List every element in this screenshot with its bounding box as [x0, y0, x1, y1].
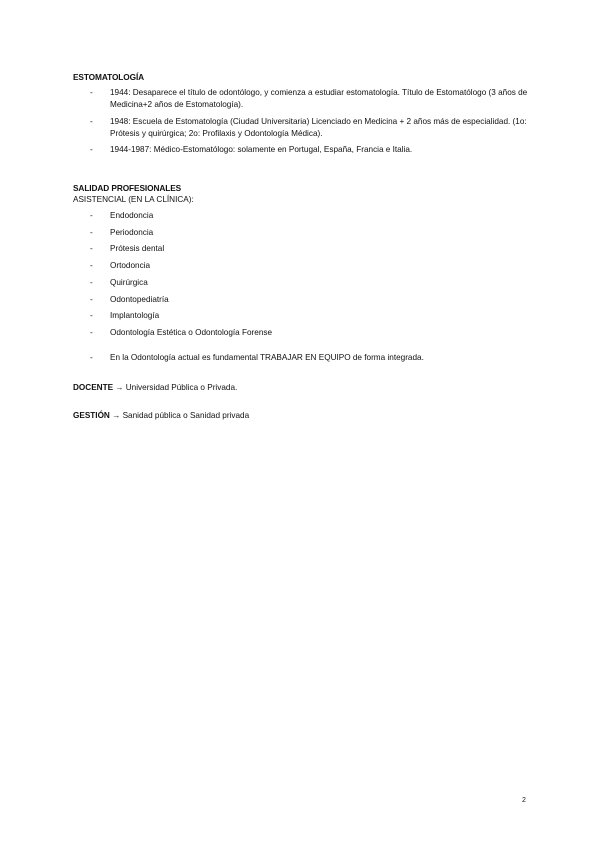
note-list — [73, 352, 533, 364]
list-item — [73, 277, 533, 289]
gestion-row — [73, 410, 533, 422]
asistencial-subheading: ASISTENCIAL (EN LA CLÍNICA): — [73, 195, 194, 205]
dash-marker: - — [90, 244, 93, 254]
list-item — [73, 260, 533, 272]
list-item-text: Quirúrgica — [110, 277, 148, 287]
gestion-text: → Sanidad pública o Sanidad privada — [109, 411, 250, 421]
list-item — [73, 310, 533, 322]
list-item-text: Odontología Estética o Odontología Forense — [110, 327, 273, 337]
docente-row — [73, 382, 533, 394]
list-item-text: Odontopediatría — [110, 294, 169, 304]
dash-marker: - — [90, 88, 93, 97]
docente-text: → Universidad Pública o Privada. — [113, 383, 238, 393]
dash-marker: - — [90, 116, 93, 126]
dash-marker: - — [90, 227, 93, 237]
list-item-text: Endodoncia — [110, 211, 154, 221]
dash-marker: - — [90, 277, 93, 287]
dash-marker: - — [90, 352, 93, 362]
dash-marker: - — [90, 311, 93, 321]
salidad-heading: SALIDAD PROFESIONALES — [73, 183, 182, 194]
page-number: 2 — [522, 797, 526, 804]
list-item — [73, 243, 533, 255]
list-item — [73, 294, 533, 306]
dash-marker: - — [90, 145, 93, 155]
dash-marker: - — [90, 294, 93, 304]
list-item — [73, 144, 533, 156]
dash-marker: - — [90, 211, 93, 221]
list-item — [73, 210, 533, 222]
dash-marker: - — [90, 327, 93, 337]
docente-label: DOCENTE — [73, 383, 114, 393]
list-item-text: Periodoncia — [110, 227, 154, 237]
page-content — [73, 71, 533, 422]
list-item-text: 1948: Escuela de Estomatología (Ciudad Universitaria) Licenciado en Medicina + 2 años más de especialidad. (1o: Prótesis y quirúrgica; 2o: Profilaxis y Odontología Médica). — [110, 116, 527, 138]
list-item — [73, 116, 533, 140]
list-item-text: 1944-1987: Médico-Estomatólogo: solamente en Portugal, España, Francia e Italia. — [110, 145, 413, 155]
list-item — [73, 327, 533, 339]
dash-marker: - — [90, 261, 93, 271]
list-item-text: Implantología — [110, 311, 160, 321]
list-item-text: Prótesis dental — [110, 244, 165, 254]
list-item-text: 1944: Desaparece el título de odontólogo, y comienza a estudiar estomatología. Título de Estomatólogo (3 años de Medicina+2 años de Estomatología). — [110, 88, 528, 109]
list-item-text: Ortodoncia — [110, 261, 151, 271]
list-item — [73, 352, 533, 364]
team-note-text: En la Odontología actual es fundamental TRABAJAR EN EQUIPO de forma integrada. — [110, 352, 424, 362]
estomatologia-list — [73, 87, 533, 156]
salidad-list — [73, 210, 533, 339]
gestion-label: GESTIÓN — [73, 411, 110, 421]
list-item — [73, 87, 533, 111]
estomatologia-heading: ESTOMATOLOGÍA — [73, 72, 145, 82]
list-item — [73, 227, 533, 239]
